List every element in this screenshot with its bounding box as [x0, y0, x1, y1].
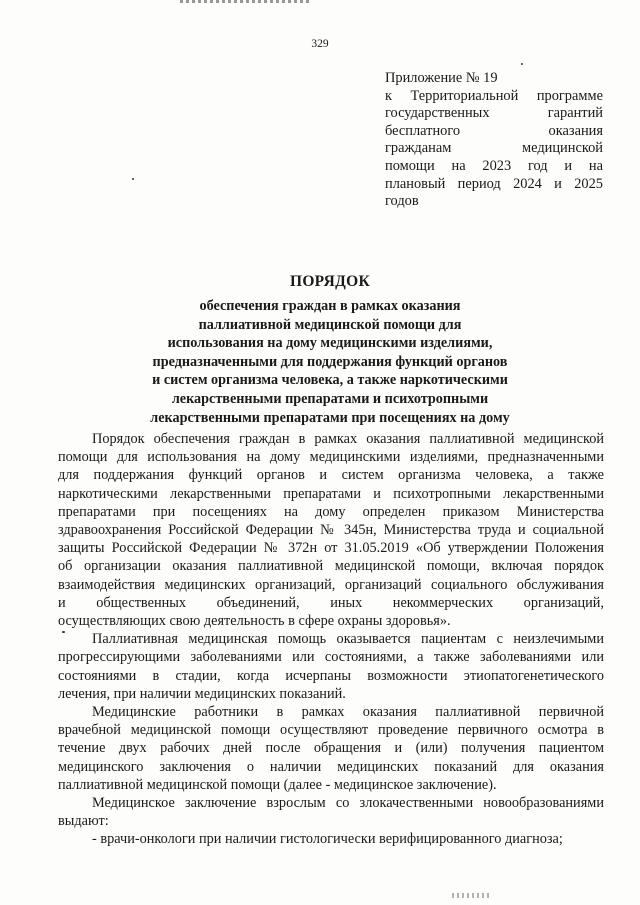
body-line: взаимодействия медицинских организаций, организаций социального обслуживания: [58, 576, 604, 593]
appendix-line: Приложение № 19: [385, 70, 498, 86]
body-line: врачебной медицинской помощи осуществляют проведение первичного осмотра в: [58, 722, 604, 739]
appendix-line: бесплатного оказания: [385, 122, 603, 139]
body-line: Медицинские работники в рамках оказания паллиативной первичной: [92, 704, 604, 721]
body-line: и общественных объединений, иных некоммерческих организаций,: [58, 594, 604, 611]
body-line: Порядок обеспечения граждан в рамках оказания паллиативной медицинской: [92, 431, 604, 447]
body-line: выдают:: [58, 813, 109, 830]
appendix-line: плановый период 2024 и 2025: [385, 175, 603, 192]
body-line: об организации оказания паллиативной медицинской помощи, включая порядок: [58, 558, 604, 575]
appendix-note: [385, 70, 603, 211]
page-number: 329: [311, 38, 329, 50]
body-line: - врачи-онкологи при наличии гистологически верифицированного диагноза;: [92, 831, 563, 848]
appendix-line: гражданам медицинской: [385, 140, 603, 157]
body-text: [58, 430, 604, 849]
title-subtitle-line: обеспечения граждан в рамках оказания: [199, 298, 461, 314]
body-line: наркотическими лекарственными препаратами и психотропными лекарственными: [58, 485, 604, 502]
title-subtitle-line: и систем организма человека, а также наркотическими: [152, 372, 508, 389]
scan-speck: [521, 63, 523, 65]
body-line: здравоохранения Российской Федерации № 345н, Министерства труда и социальной: [58, 522, 604, 539]
title-heading: ПОРЯДОК: [289, 273, 371, 290]
document-title: [60, 273, 600, 427]
scan-artifact-top: [180, 0, 310, 3]
appendix-line: к Территориальной программе: [385, 87, 603, 104]
body-line: защиты Российской Федерации № 372н от 31.05.2019 «Об утверждении Положения: [58, 540, 604, 557]
body-line: Медицинское заключение взрослым со злокачественными новообразованиями: [92, 795, 604, 812]
title-subtitle-line: лекарственными препаратами при посещениях на дому: [150, 409, 510, 426]
body-line: для поддержания функций органов и систем организма человека, а также: [58, 467, 604, 484]
appendix-line: помощи на 2023 год и на: [385, 157, 603, 174]
body-line: течение двух рабочих дней после обращения и (или) получения пациентом: [58, 740, 604, 757]
appendix-line: государственных гарантий: [385, 105, 603, 122]
title-subtitle-line: предназначенными для поддержания функций органов: [152, 353, 508, 370]
body-line: Паллиативная медицинская помощь оказывается пациентам с неизлечимыми: [92, 631, 604, 648]
body-line: медицинского заключения о наличии медицинских показаний для оказания: [58, 758, 604, 775]
title-subtitle-line: паллиативной медицинской помощи для: [198, 316, 462, 333]
body-line: состояниями в стадии, когда исчерпаны возможности этиопатогенетического: [58, 667, 604, 684]
appendix-line: годов: [385, 193, 419, 210]
body-line: осуществляющих свою деятельность в сфере охраны здоровья».: [58, 613, 451, 630]
scan-artifact-bottom: [452, 893, 492, 898]
title-subtitle-line: лекарственными препаратами и психотропными: [171, 390, 489, 407]
scan-speck: [62, 631, 65, 633]
body-line: лечения, при наличии медицинских показаний.: [58, 685, 346, 702]
body-line: препаратами при посещениях на дому определен приказом Министерства: [58, 503, 604, 520]
body-line: паллиативной медицинской помощи (далее - медицинское заключение).: [58, 776, 497, 793]
body-line: прогрессирующими заболеваниями или состояниями, а также заболеваниями или: [58, 649, 604, 666]
body-line: помощи для использования на дому медицинскими изделиями, предназначенными: [58, 449, 604, 466]
scan-speck: [132, 178, 134, 180]
title-subtitle-line: использования на дому медицинскими изделиями,: [167, 335, 493, 352]
